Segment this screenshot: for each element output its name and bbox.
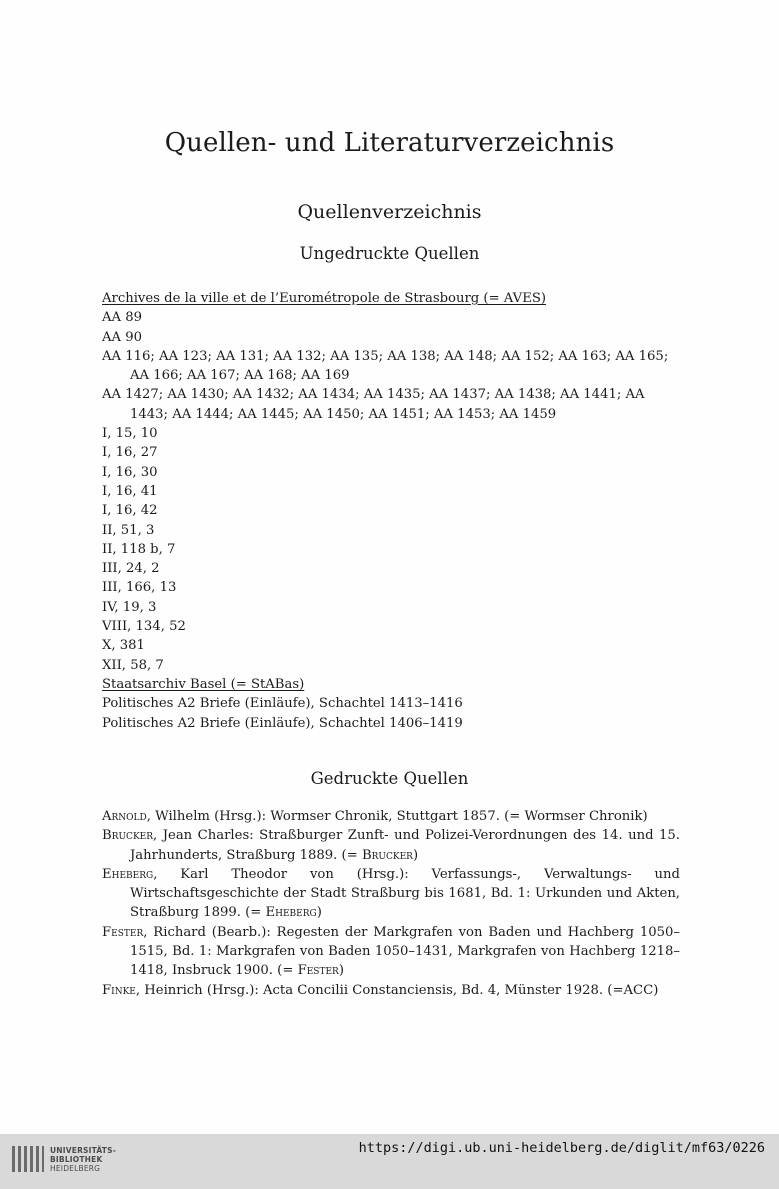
- citation-text: , Wilhelm (Hrsg.): Wormser Chronik, Stuttgart 1857. (= Wormser Chronik): [146, 809, 648, 824]
- logo-line-2: BIBLIOTHEK: [50, 1155, 103, 1164]
- archive-heading: Staatsarchiv Basel (= StABas): [102, 676, 305, 692]
- library-logo-text: [50, 1146, 116, 1173]
- source-entry: II, 118 b, 7: [102, 541, 176, 557]
- bibliography-entry: [102, 826, 680, 865]
- citation-text: , Karl Theodor von (Hrsg.): Verfassungs-, Verwaltungs- und Wirtschaftsgeschichte der Stadt Straßburg bis 1681, Bd. 1: Urkunden und Akten, Straßburg 1899. (=: [130, 866, 680, 921]
- source-entry: I, 16, 27: [102, 445, 158, 461]
- source-entry: I, 16, 30: [102, 464, 158, 480]
- source-entry: XII, 58, 7: [102, 657, 164, 673]
- printed-sources-heading: Gedruckte Quellen: [310, 769, 469, 788]
- unprinted-sources-list: [102, 289, 680, 733]
- source-entry: IV, 19, 3: [102, 599, 157, 615]
- source-entry: II, 51, 3: [102, 522, 155, 538]
- citation-text: , Richard (Bearb.): Regesten der Markgrafen von Baden und Hachberg 1050–1515, Bd. 1: Markgrafen von Baden 1050–1431, Markgrafen von Hachberg 1218–1418, Insbruck 1900. (=: [130, 924, 680, 979]
- source-entry: I, 15, 10: [102, 426, 158, 442]
- source-entry: I, 16, 41: [102, 483, 158, 499]
- citation-text: , Heinrich (Hrsg.): Acta Concilii Constanciensis, Bd. 4, Münster 1928. (=ACC): [135, 982, 659, 998]
- short-title: Eheberg: [265, 905, 317, 921]
- bibliography-entry: [102, 981, 680, 1000]
- bibliography-entry: [102, 923, 680, 981]
- source-entry: X, 381: [102, 638, 145, 654]
- citation-tail: ): [412, 847, 419, 863]
- page-title: Quellen- und Literaturverzeichnis: [164, 128, 615, 158]
- source-entry: III, 166, 13: [102, 580, 177, 596]
- logo-line-3: HEIDELBERG: [50, 1164, 101, 1173]
- author-surname: Eheberg: [102, 866, 154, 882]
- citation-tail: ): [316, 905, 322, 921]
- source-entry: Politisches A2 Briefe (Einläufe), Schachtel 1406–1419: [102, 715, 463, 731]
- library-columns-icon: [10, 1142, 46, 1176]
- author-surname: Fester: [102, 924, 144, 940]
- author-surname: Arnold: [102, 809, 147, 824]
- citation-tail: ): [338, 963, 344, 979]
- source-entry: AA 116; AA 123; AA 131; AA 132; AA 135; AA 138; AA 148; AA 152; AA 163; AA 165; AA 166; AA 167; AA 168; AA 169: [102, 348, 669, 384]
- section-title: Quellenverzeichnis: [297, 201, 482, 223]
- source-entry: III, 24, 2: [102, 561, 160, 577]
- unprinted-sources-heading: Ungedruckte Quellen: [299, 244, 480, 263]
- printed-sources-list: [102, 807, 680, 1000]
- author-surname: Brucker: [102, 828, 154, 844]
- archive-heading: Archives de la ville et de l’Eurométropole de Strasbourg (= AVES): [102, 291, 547, 306]
- permalink-url[interactable]: https://digi.ub.uni-heidelberg.de/diglit/mf63/0226: [358, 1140, 765, 1156]
- citation-text: , Jean Charles: Straßburger Zunft- und Polizei-Verordnungen des 14. und 15. Jahrhunderts, Straßburg 1889. (=: [130, 828, 680, 863]
- bibliography-entry: [102, 865, 680, 923]
- author-surname: Finke: [102, 982, 136, 998]
- short-title: Brucker: [361, 847, 413, 863]
- source-entry: VIII, 134, 52: [102, 619, 186, 635]
- bibliography-entry: [102, 807, 680, 826]
- source-entry: I, 16, 42: [102, 503, 158, 519]
- short-title: Fester: [297, 963, 339, 979]
- source-entry: Politisches A2 Briefe (Einläufe), Schachtel 1413–1416: [102, 696, 463, 712]
- source-entry: AA 1427; AA 1430; AA 1432; AA 1434; AA 1435; AA 1437; AA 1438; AA 1441; AA 1443; AA 1444; AA 1445; AA 1450; AA 1451; AA 1453; AA 1459: [102, 387, 645, 422]
- logo-line-1: UNIVERSITÄTS-: [50, 1146, 117, 1155]
- source-entry: AA 90: [102, 329, 143, 345]
- source-entry: AA 89: [102, 310, 143, 326]
